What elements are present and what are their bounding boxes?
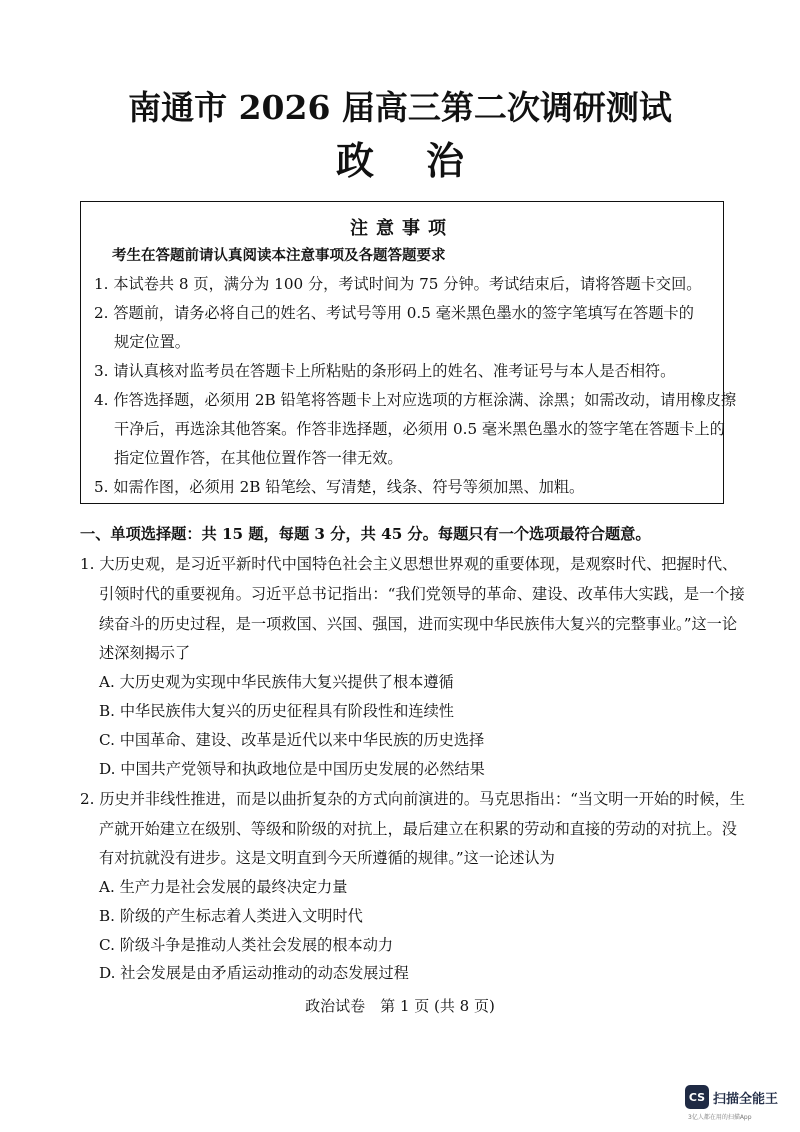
watermark-tagline: 3亿人都在用的扫描App <box>688 1114 752 1121</box>
notice-requirement: 考生在答题前请认真阅读本注意事项及各题答题要求 <box>112 247 446 264</box>
notice-line-5: 5. 如需作图，必须用 2B 铅笔绘、写清楚，线条、符号等须加黑、加粗。 <box>94 478 585 496</box>
notice-line-2b: 规定位置。 <box>114 333 190 351</box>
notice-line-2: 2. 答题前，请务必将自己的姓名、考试号等用 0.5 毫米黑色墨水的签字笔填写在答题卡的 <box>94 304 694 322</box>
watermark-name: 扫描全能王 <box>713 1092 779 1107</box>
page-footer: 政治试卷 第 1 页 (共 8 页) <box>305 997 495 1015</box>
q2-option-a: A. 生产力是社会发展的最终决定力量 <box>99 878 348 896</box>
q2-stem-line-3: 有对抗就没有进步。这是文明直到今天所遵循的规律。”这一论述认为 <box>99 849 555 867</box>
q1-option-c: C. 中国革命、建设、改革是近代以来中华民族的历史选择 <box>99 731 485 749</box>
q1-stem-line-1: 1. 大历史观，是习近平新时代中国特色社会主义思想世界观的重要体现，是观察时代、把握时代、 <box>80 555 738 573</box>
q2-option-d: D. 社会发展是由矛盾运动推动的动态发展过程 <box>99 964 409 982</box>
q1-option-d: D. 中国共产党领导和执政地位是中国历史发展的必然结果 <box>99 760 485 778</box>
notice-line-3: 3. 请认真核对监考员在答题卡上所粘贴的条形码上的姓名、准考证号与本人是否相符。 <box>94 362 676 380</box>
q2-option-b: B. 阶级的产生标志着人类进入文明时代 <box>99 907 363 925</box>
notice-heading: 注意事项 <box>350 218 454 239</box>
notice-line-4b: 干净后，再选涂其他答案。作答非选择题，必须用 0.5 毫米黑色墨水的签字笔在答题卡上的 <box>114 420 725 438</box>
q1-stem-line-3: 续奋斗的历史过程，是一项救国、兴国、强国，进而实现中华民族伟大复兴的完整事业。”这一论 <box>99 615 738 633</box>
notice-box <box>80 201 737 504</box>
exam-subject: 政治 <box>335 138 516 183</box>
exam-title: 南通市 2026 届高三第二次调研测试 <box>128 88 672 127</box>
q1-option-a: A. 大历史观为实现中华民族伟大复兴提供了根本遵循 <box>99 673 454 691</box>
q2-option-c: C. 阶级斗争是推动人类社会发展的根本动力 <box>99 936 394 954</box>
camscanner-logo-icon: CS <box>685 1085 709 1109</box>
q1-option-b: B. 中华民族伟大复兴的历史征程具有阶段性和连续性 <box>99 702 454 720</box>
q1-stem-line-2: 引领时代的重要视角。习近平总书记指出：“我们党领导的革命、建设、改革伟大实践，是一个接 <box>99 585 745 603</box>
q2-stem-line-2: 产就开始建立在级别、等级和阶级的对抗上，最后建立在积累的劳动和直接的劳动的对抗上。没 <box>99 820 737 838</box>
notice-line-1: 1. 本试卷共 8 页，满分为 100 分，考试时间为 75 分钟。考试结束后，请将答题卡交回。 <box>94 275 702 293</box>
notice-line-4: 4. 作答选择题，必须用 2B 铅笔将答题卡上对应选项的方框涂满、涂黑；如需改动，请用橡皮擦 <box>94 391 737 409</box>
q1-stem-line-4: 述深刻揭示了 <box>99 644 191 662</box>
section-heading: 一、单项选择题：共 15 题，每题 3 分，共 45 分。每题只有一个选项最符合题意。 <box>80 525 651 543</box>
q2-stem-line-1: 2. 历史并非线性推进，而是以曲折复杂的方式向前演进的。马克思指出：“当文明一开始的时候，生 <box>80 790 745 808</box>
notice-line-4c: 指定位置作答，在其他位置作答一律无效。 <box>114 449 403 467</box>
